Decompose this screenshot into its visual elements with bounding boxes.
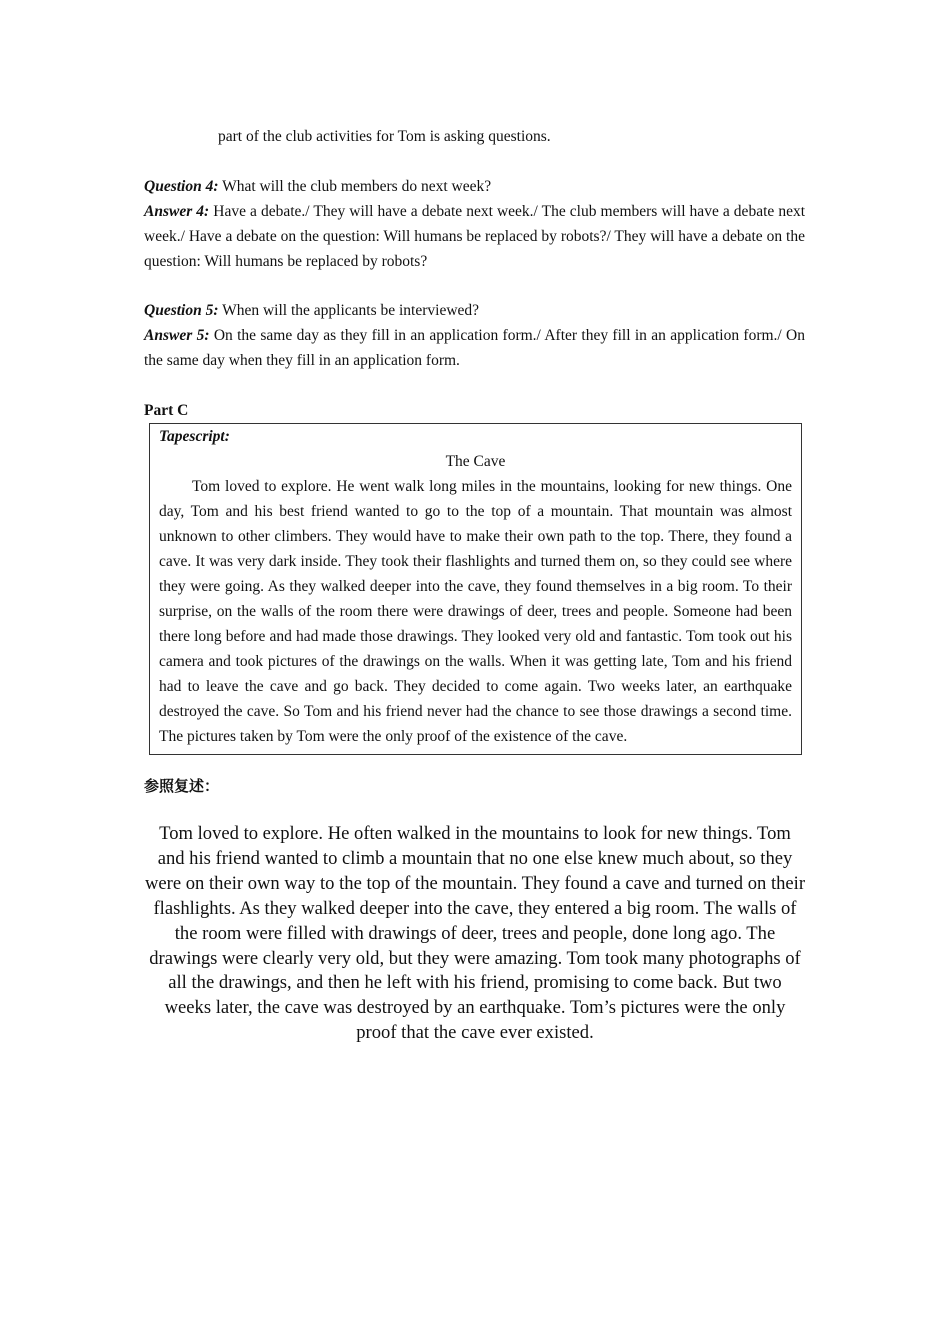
question-label: Question 5:: [144, 302, 219, 319]
part-c-heading: Part C: [144, 402, 189, 419]
question-text: When will the applicants be interviewed?: [218, 302, 480, 319]
qa-item-5: [144, 298, 805, 373]
tapescript-label: Tapescript:: [159, 428, 230, 445]
question-4: [144, 174, 805, 199]
question-label: Question 4:: [144, 178, 219, 195]
tapescript-body: Tom loved to explore. He went walk long miles in the mountains, looking for new things. One day, Tom and his best friend wanted to go to the top of a mountain. That mountain was almost unknown to other climbers. They would have to make their own path to the top. There, they found a cave. It was very dark inside. They took their flashlights and turned them on, so they could see where they were going. As they walked deeper into the cave, they found themselves in a big room. To their surprise, on the walls of the room there were drawings of deer, trees and people. Someone had been there long before and had made those drawings. They looked very old and fantastic. Tom took out his camera and took pictures of the drawings on the walls. When it was getting late, Tom and his friend had to leave the cave and go back. They decided to come again. Two weeks later, an earthquake destroyed the cave. So Tom and his friend never had the chance to see those drawings a second time. The pictures taken by Tom were the only proof of the existence of the cave.: [159, 478, 792, 745]
tapescript-box: [149, 423, 802, 755]
qa-item-4: [144, 174, 805, 274]
answer-label: Answer 4:: [144, 203, 210, 220]
answer-4: [144, 199, 805, 274]
answer-5: [144, 323, 805, 373]
retell-text: Tom loved to explore. He often walked in the mountains to look for new things. Tom and his friend wanted to climb a mountain that no one else knew much about, so they were on their own way to the top of the mountain. They found a cave and turned on their flashlights. As they walked deeper into the cave, they entered a big room. The walls of the room were filled with drawings of deer, trees and people, done long ago. The drawings were clearly very old, but they were amazing. Tom took many photographs of all the drawings, and then he left with his friend, promising to come back. But two weeks later, the cave was destroyed by an earthquake. Tom’s pictures were the only proof that the cave ever existed.: [144, 823, 806, 1044]
answer-text: Have a debate./ They will have a debate next week./ The club members will have a debate next week./ Have a debate on the question: Will humans be replaced by robots?/ They will have a debate on the question: Will humans be replaced by robots?: [144, 203, 806, 270]
question-5: [144, 298, 805, 323]
answer-label: Answer 5:: [144, 327, 210, 344]
continued-answer-line: part of the club activities for Tom is asking questions.: [218, 128, 551, 145]
answer-text: On the same day as they fill in an application form./ After they fill in an application form./ On the same day when they fill in an application form.: [144, 327, 805, 369]
retell-label: 参照复述：: [144, 777, 220, 795]
question-text: What will the club members do next week?: [218, 178, 492, 195]
tapescript-title: The Cave: [445, 453, 506, 470]
